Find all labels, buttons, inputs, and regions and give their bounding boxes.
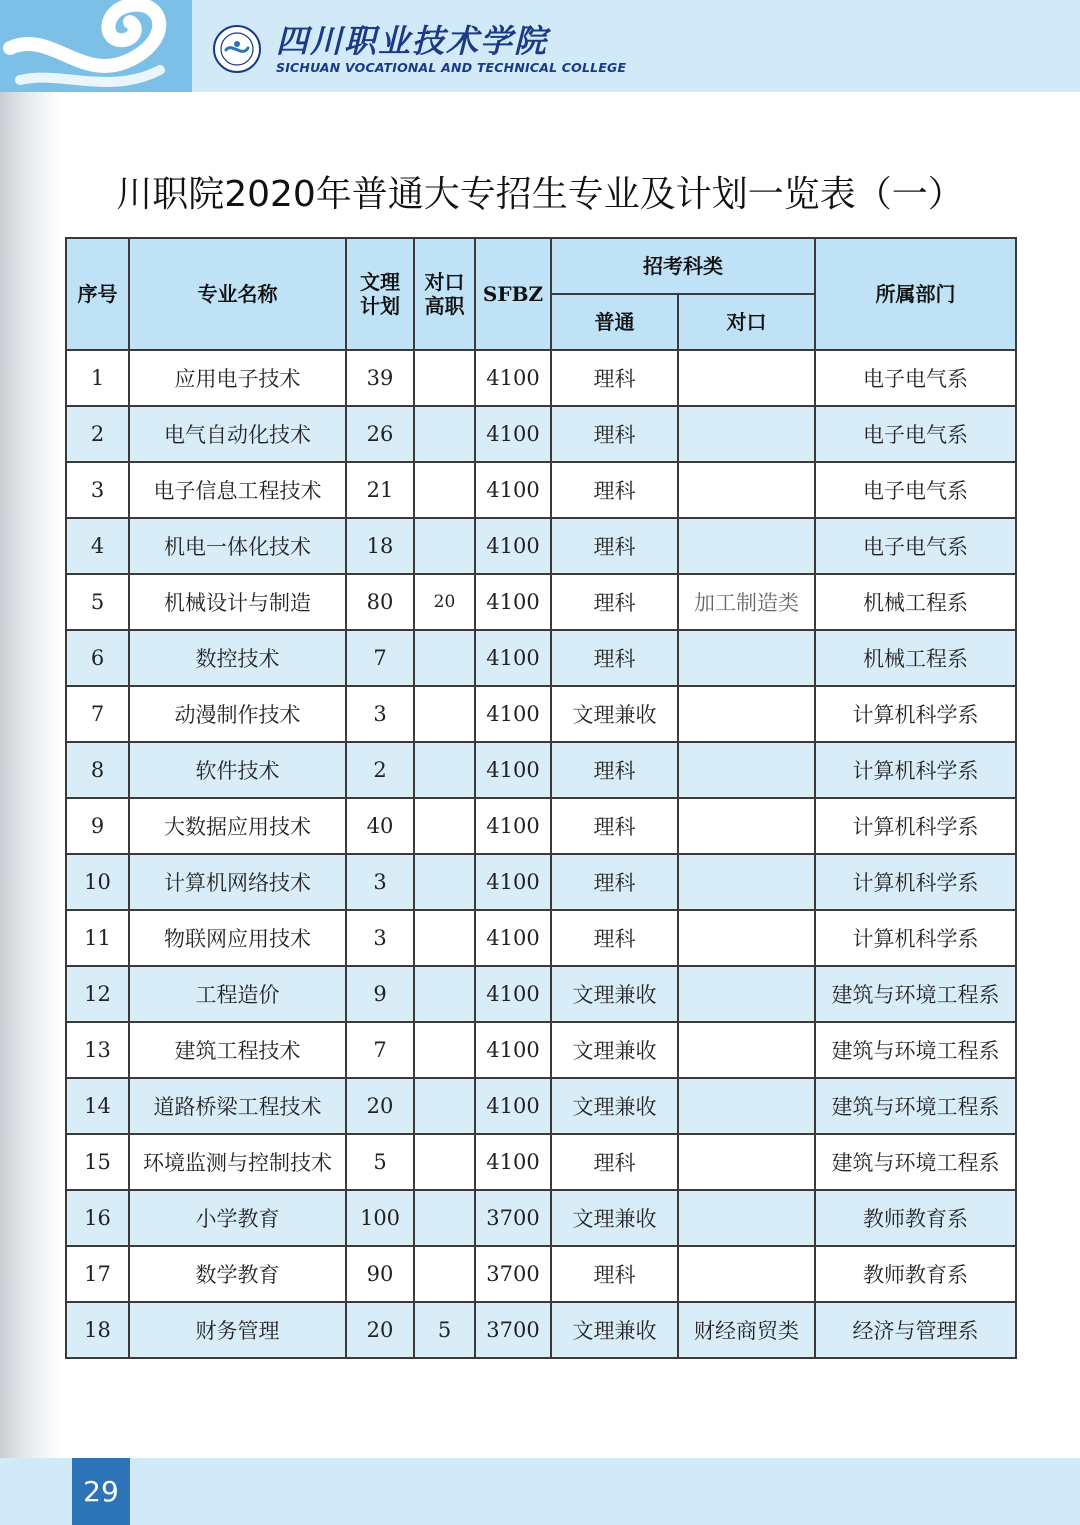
cell-major: 计算机网络技术: [129, 854, 346, 910]
cell-sfbz: 4100: [475, 630, 551, 686]
cell-major: 道路桥梁工程技术: [129, 1078, 346, 1134]
cell-major: 环境监测与控制技术: [129, 1134, 346, 1190]
cell-duikou-category: [678, 1190, 815, 1246]
swirl-icon: [0, 0, 192, 92]
cell-major: 工程造价: [129, 966, 346, 1022]
cell-duikou: [414, 1022, 475, 1078]
cell-department: 教师教育系: [815, 1190, 1016, 1246]
cell-duikou-category: [678, 350, 815, 406]
cell-plan: 80: [346, 574, 414, 630]
cell-department: 计算机科学系: [815, 742, 1016, 798]
table-row: [66, 686, 1016, 742]
table-row: [66, 1302, 1016, 1358]
cell-department: 建筑与环境工程系: [815, 1078, 1016, 1134]
cell-putong: 文理兼收: [551, 1190, 678, 1246]
cell-sfbz: 4100: [475, 798, 551, 854]
cell-plan: 3: [346, 686, 414, 742]
table-row: [66, 630, 1016, 686]
cell-seq: 5: [66, 574, 129, 630]
cell-seq: 9: [66, 798, 129, 854]
header-plan: 文理 计划: [346, 238, 414, 350]
cell-plan: 7: [346, 1022, 414, 1078]
cell-plan: 100: [346, 1190, 414, 1246]
cell-duikou: [414, 966, 475, 1022]
college-name-en: SICHUAN VOCATIONAL AND TECHNICAL COLLEGE: [276, 60, 627, 75]
cell-department: 建筑与环境工程系: [815, 1022, 1016, 1078]
table-row: [66, 462, 1016, 518]
cell-duikou: [414, 742, 475, 798]
cell-seq: 8: [66, 742, 129, 798]
cell-seq: 1: [66, 350, 129, 406]
cell-department: 电子电气系: [815, 406, 1016, 462]
cell-seq: 2: [66, 406, 129, 462]
cell-putong: 理科: [551, 798, 678, 854]
table-row: [66, 1134, 1016, 1190]
cell-department: 经济与管理系: [815, 1302, 1016, 1358]
cell-putong: 文理兼收: [551, 966, 678, 1022]
cell-seq: 7: [66, 686, 129, 742]
cell-sfbz: 4100: [475, 742, 551, 798]
cell-duikou: [414, 854, 475, 910]
cell-plan: 9: [346, 966, 414, 1022]
cell-plan: 20: [346, 1302, 414, 1358]
cell-major: 软件技术: [129, 742, 346, 798]
cell-seq: 18: [66, 1302, 129, 1358]
college-name-cn: 四川职业技术学院: [276, 22, 549, 60]
cell-putong: 理科: [551, 742, 678, 798]
cell-putong: 理科: [551, 406, 678, 462]
cell-seq: 13: [66, 1022, 129, 1078]
cell-putong: 理科: [551, 518, 678, 574]
cell-seq: 3: [66, 462, 129, 518]
cell-major: 数学教育: [129, 1246, 346, 1302]
cell-seq: 15: [66, 1134, 129, 1190]
cell-major: 应用电子技术: [129, 350, 346, 406]
cell-department: 机械工程系: [815, 630, 1016, 686]
cell-seq: 4: [66, 518, 129, 574]
footer-band: [0, 1458, 1080, 1525]
header-seq: 序号: [66, 238, 129, 350]
table-row: [66, 910, 1016, 966]
cell-putong: 理科: [551, 630, 678, 686]
cell-plan: 26: [346, 406, 414, 462]
cell-seq: 12: [66, 966, 129, 1022]
cell-duikou: 5: [414, 1302, 475, 1358]
cell-plan: 39: [346, 350, 414, 406]
cell-major: 电子信息工程技术: [129, 462, 346, 518]
table-row: [66, 798, 1016, 854]
table-row: [66, 1078, 1016, 1134]
table-row: [66, 350, 1016, 406]
cell-seq: 6: [66, 630, 129, 686]
cell-duikou: [414, 1134, 475, 1190]
cell-duikou: [414, 462, 475, 518]
cell-duikou: 20: [414, 574, 475, 630]
table-row: [66, 1246, 1016, 1302]
cell-sfbz: 4100: [475, 1134, 551, 1190]
cell-department: 计算机科学系: [815, 798, 1016, 854]
cell-putong: 理科: [551, 854, 678, 910]
cell-putong: 理科: [551, 910, 678, 966]
header-sfbz: SFBZ: [475, 238, 551, 350]
header-putong: 普通: [551, 294, 678, 350]
cell-major: 数控技术: [129, 630, 346, 686]
cell-duikou-category: [678, 798, 815, 854]
cell-sfbz: 4100: [475, 910, 551, 966]
cell-sfbz: 4100: [475, 1022, 551, 1078]
cell-plan: 7: [346, 630, 414, 686]
table-row: [66, 518, 1016, 574]
cell-plan: 40: [346, 798, 414, 854]
cell-duikou: [414, 350, 475, 406]
cell-duikou-category: [678, 518, 815, 574]
cell-seq: 16: [66, 1190, 129, 1246]
cell-duikou: [414, 406, 475, 462]
cell-duikou-category: [678, 1246, 815, 1302]
cell-sfbz: 4100: [475, 462, 551, 518]
cell-duikou: [414, 1078, 475, 1134]
table-row: [66, 574, 1016, 630]
cell-seq: 17: [66, 1246, 129, 1302]
cell-seq: 11: [66, 910, 129, 966]
table-row: [66, 854, 1016, 910]
table-row: [66, 1022, 1016, 1078]
page-title: 川职院2020年普通大专招生专业及计划一览表（一）: [116, 174, 964, 215]
cell-seq: 10: [66, 854, 129, 910]
cell-seq: 14: [66, 1078, 129, 1134]
cell-major: 小学教育: [129, 1190, 346, 1246]
cell-department: 电子电气系: [815, 462, 1016, 518]
cell-department: 建筑与环境工程系: [815, 966, 1016, 1022]
cell-department: 电子电气系: [815, 350, 1016, 406]
cell-department: 计算机科学系: [815, 686, 1016, 742]
cell-sfbz: 4100: [475, 518, 551, 574]
cell-putong: 文理兼收: [551, 1078, 678, 1134]
cell-major: 机械设计与制造: [129, 574, 346, 630]
cell-duikou-category: [678, 854, 815, 910]
cell-putong: 文理兼收: [551, 686, 678, 742]
cell-department: 电子电气系: [815, 518, 1016, 574]
cell-duikou: [414, 910, 475, 966]
cell-duikou-category: [678, 406, 815, 462]
cell-sfbz: 4100: [475, 1078, 551, 1134]
cell-department: 建筑与环境工程系: [815, 1134, 1016, 1190]
cell-putong: 文理兼收: [551, 1302, 678, 1358]
cell-duikou: [414, 630, 475, 686]
cell-plan: 20: [346, 1078, 414, 1134]
cell-sfbz: 3700: [475, 1302, 551, 1358]
cell-duikou-category: [678, 742, 815, 798]
cell-plan: 5: [346, 1134, 414, 1190]
table-row: [66, 742, 1016, 798]
cell-major: 建筑工程技术: [129, 1022, 346, 1078]
cell-putong: 文理兼收: [551, 1022, 678, 1078]
cell-department: 计算机科学系: [815, 854, 1016, 910]
cell-plan: 21: [346, 462, 414, 518]
cell-duikou: [414, 798, 475, 854]
cell-sfbz: 4100: [475, 966, 551, 1022]
cell-duikou: [414, 1190, 475, 1246]
cell-sfbz: 4100: [475, 854, 551, 910]
table-row: [66, 406, 1016, 462]
cell-duikou-category: [678, 462, 815, 518]
cell-duikou-category: [678, 1078, 815, 1134]
header-duikou-sub: 对口: [678, 294, 815, 350]
cell-duikou: [414, 1246, 475, 1302]
cell-sfbz: 4100: [475, 574, 551, 630]
page-spine-shadow: [0, 92, 60, 1525]
cell-putong: 理科: [551, 462, 678, 518]
cell-duikou-category: [678, 910, 815, 966]
header-major: 专业名称: [129, 238, 346, 350]
cell-sfbz: 3700: [475, 1246, 551, 1302]
page-number: 29: [72, 1458, 130, 1525]
cell-department: 计算机科学系: [815, 910, 1016, 966]
cell-plan: 3: [346, 910, 414, 966]
cell-duikou-category: [678, 686, 815, 742]
cell-plan: 2: [346, 742, 414, 798]
cell-duikou-category: [678, 966, 815, 1022]
cell-sfbz: 3700: [475, 1190, 551, 1246]
cell-sfbz: 4100: [475, 350, 551, 406]
cell-major: 财务管理: [129, 1302, 346, 1358]
header-exam-category: 招考科类: [551, 238, 815, 294]
cell-duikou-category: [678, 1134, 815, 1190]
cell-major: 大数据应用技术: [129, 798, 346, 854]
swirl-logo-block: [0, 0, 192, 92]
enrollment-plan-table: [65, 237, 1017, 1359]
cell-major: 物联网应用技术: [129, 910, 346, 966]
cell-major: 电气自动化技术: [129, 406, 346, 462]
cell-plan: 3: [346, 854, 414, 910]
cell-sfbz: 4100: [475, 406, 551, 462]
cell-duikou-category: [678, 1022, 815, 1078]
cell-major: 动漫制作技术: [129, 686, 346, 742]
cell-duikou-category: 财经商贸类: [678, 1302, 815, 1358]
cell-sfbz: 4100: [475, 686, 551, 742]
cell-duikou-category: 加工制造类: [678, 574, 815, 630]
cell-department: 教师教育系: [815, 1246, 1016, 1302]
cell-putong: 理科: [551, 1246, 678, 1302]
cell-major: 机电一体化技术: [129, 518, 346, 574]
cell-plan: 18: [346, 518, 414, 574]
header-duikou: 对口 高职: [414, 238, 475, 350]
college-seal-icon: [212, 24, 262, 74]
table-body: [66, 350, 1016, 1358]
cell-duikou-category: [678, 630, 815, 686]
cell-duikou: [414, 518, 475, 574]
cell-putong: 理科: [551, 574, 678, 630]
table-row: [66, 966, 1016, 1022]
table-row: [66, 1190, 1016, 1246]
cell-duikou: [414, 686, 475, 742]
cell-plan: 90: [346, 1246, 414, 1302]
cell-putong: 理科: [551, 1134, 678, 1190]
header-department: 所属部门: [815, 238, 1016, 350]
cell-department: 机械工程系: [815, 574, 1016, 630]
cell-putong: 理科: [551, 350, 678, 406]
